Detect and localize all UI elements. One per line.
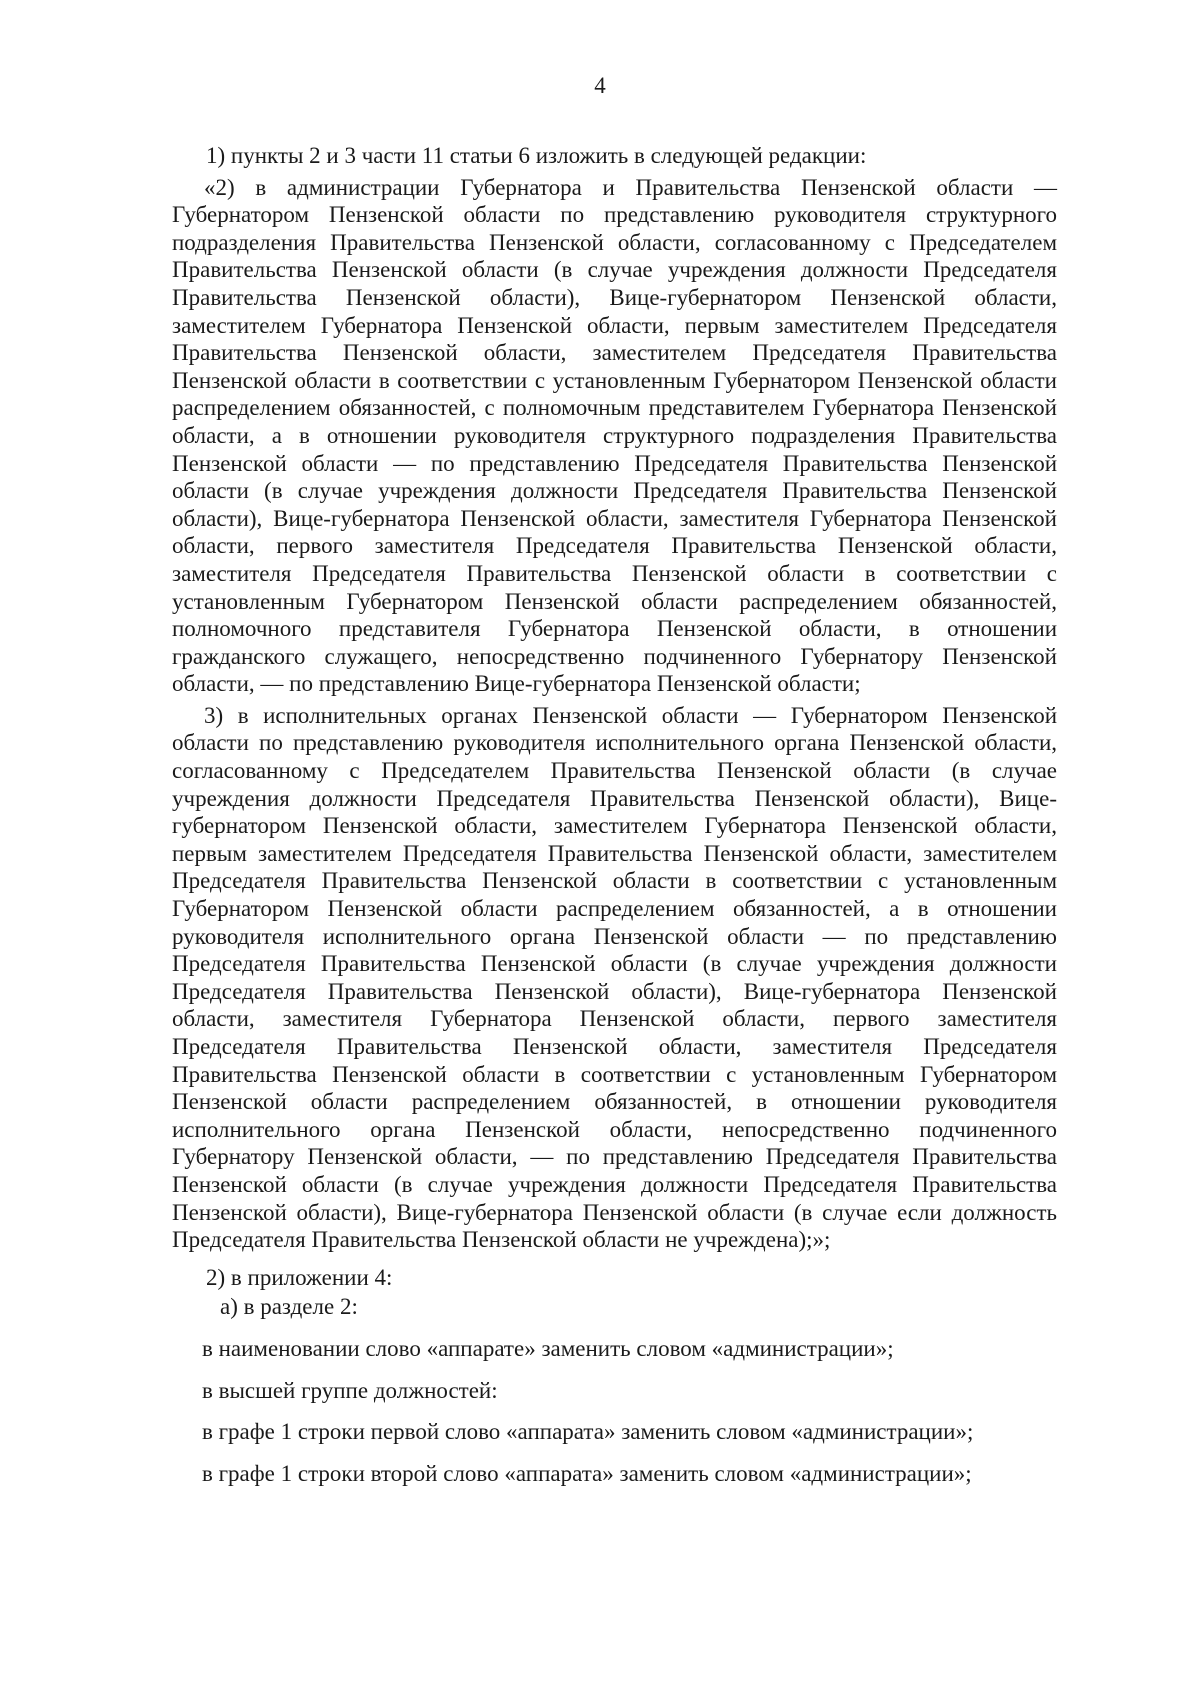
paragraph-point-3: 3) в исполнительных органах Пензенской области — Губернатором Пензенской области по представлению руководителя исполнительного органа Пензенской области, согласованному с Председателем Правительства Пензенской области (в случае учреждения должности Председателя Правительства Пензенской области), Вице-губернатором Пензенской области, заместителем Губернатора Пензенской области, первым заместителем Председателя Правительства Пензенской области, заместителем Председателя Правительства Пензенской области в соответствии с установленным Губернатором Пензенской области распределением обязанностей, а в отношении руководителя исполнительного органа Пензенской области — по представлению Председателя Правительства Пензенской области (в случае учреждения должности Председателя Правительства Пензенской области), Вице-губернатора Пензенской области, заместителя Губернатора Пензенской области, первого заместителя Председателя Правительства Пензенской области, заместителя Председателя Правительства Пензенской области в соответствии с установленным Губернатором Пензенской области распределением обязанностей, в отношении руководителя исполнительного органа Пензенской области, непосредственно подчиненного Губернатору Пензенской области, — по представлению Председателя Правительства Пензенской области (в случае учреждения должности Председателя Правительства Пензенской области), Вице-губернатора Пензенской области (в случае если должность Председателя Правительства Пензенской области не учреждена);»; (172, 702, 1057, 1253)
paragraph-row-second: в графе 1 строки второй слово «аппарата» заменить словом «администрации»; (202, 1460, 972, 1486)
paragraph-point-2: «2) в администрации Губернатора и Правительства Пензенской области — Губернатором Пензенской области по представлению руководителя структурного подразделения Правительства Пензенской области, согласованному с Председателем Правительства Пензенской области (в случае учреждения должности Председателя Правительства Пензенской области), Вице-губернатором Пензенской области, заместителем Губернатора Пензенской области, первым заместителем Председателя Правительства Пензенской области, заместителем Председателя Правительства Пензенской области в соответствии с установленным Губернатором Пензенской области распределением обязанностей, с полномочным представителем Губернатора Пензенской области, а в отношении руководителя структурного подразделения Правительства Пензенской области — по представлению Председателя Правительства Пензенской области (в случае учреждения должности Председателя Правительства Пензенской области), Вице-губернатора Пензенской области, заместителя Губернатора Пензенской области, первого заместителя Председателя Правительства Пензенской области, заместителя Председателя Правительства Пензенской области в соответствии с установленным Губернатором Пензенской области распределением обязанностей, полномочного представителя Губернатора Пензенской области, в отношении гражданского служащего, непосредственно подчиненного Губернатору Пензенской области, — по представлению Вице-губернатора Пензенской области; (172, 174, 1057, 697)
paragraph-highest-group: в высшей группе должностей: (202, 1377, 498, 1403)
page-number: 4 (594, 73, 606, 98)
paragraph-row-first: в графе 1 строки первой слово «аппарата» заменить словом «администрации»; (202, 1419, 974, 1445)
paragraph-rename-line: в наименовании слово «аппарате» заменить словом «администрации»; (202, 1335, 894, 1361)
paragraph-subitem-a: а) в разделе 2: (220, 1294, 358, 1320)
paragraph-item-2: 2) в приложении 4: (206, 1264, 393, 1290)
document-body (172, 142, 1057, 1487)
paragraph-item-1: 1) пункты 2 и 3 части 11 статьи 6 изложить в следующей редакции: (206, 143, 867, 168)
